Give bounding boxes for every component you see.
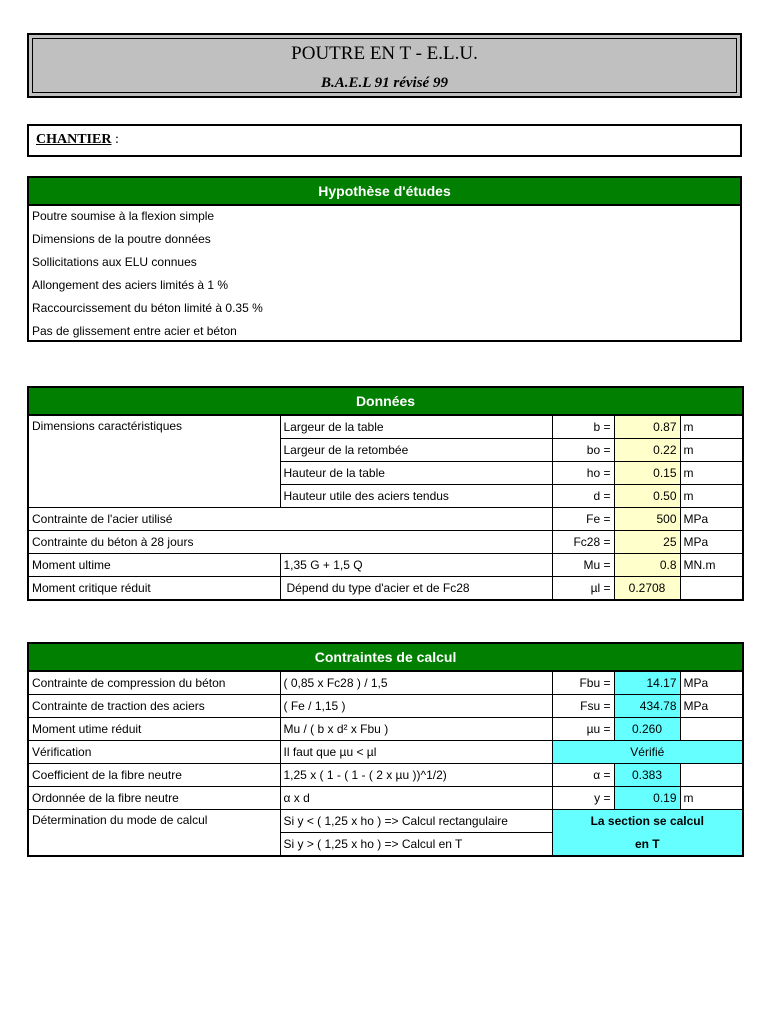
mode-result-line1: La section se calcul — [552, 810, 743, 833]
param-formula: Dépend du type d'acier et de Fc28 — [280, 577, 552, 601]
calc-symbol: α = — [552, 764, 614, 787]
contraintes-header: Contraintes de calcul — [28, 643, 743, 671]
title-inner-frame — [32, 38, 737, 93]
contraintes-table — [27, 642, 744, 857]
param-desc: Hauteur de la table — [280, 462, 552, 485]
param-symbol: d = — [552, 485, 614, 508]
calc-symbol: Fsu = — [552, 695, 614, 718]
calc-unit: m — [680, 787, 743, 810]
hypothesis-item: Sollicitations aux ELU connues — [32, 255, 197, 269]
result-fsu: 434.78 — [614, 695, 680, 718]
hypothesis-item: Raccourcissement du béton limité à 0.35 % — [32, 301, 263, 315]
calc-label: Ordonnée de la fibre neutre — [28, 787, 280, 810]
chantier-label: CHANTIER : — [36, 132, 119, 147]
calc-label: Détermination du mode de calcul — [28, 810, 280, 857]
result-y: 0.19 — [614, 787, 680, 810]
param-unit: m — [680, 462, 743, 485]
calc-symbol: Fbu = — [552, 671, 614, 695]
hypothesis-item: Pas de glissement entre acier et béton — [32, 324, 237, 338]
input-fe[interactable]: 500 — [614, 508, 680, 531]
param-label: Moment ultime — [28, 554, 280, 577]
calc-unit — [680, 718, 743, 741]
calc-unit: MPa — [680, 695, 743, 718]
hypothesis-item: Allongement des aciers limités à 1 % — [32, 278, 229, 292]
param-desc: Hauteur utile des aciers tendus — [280, 485, 552, 508]
input-bo[interactable]: 0.22 — [614, 439, 680, 462]
param-symbol: b = — [552, 415, 614, 439]
calc-formula: ( 0,85 x Fc28 ) / 1,5 — [280, 671, 552, 695]
param-symbol: Mu = — [552, 554, 614, 577]
input-ho[interactable]: 0.15 — [614, 462, 680, 485]
input-mu[interactable]: 0.8 — [614, 554, 680, 577]
calc-label: Moment utime réduit — [28, 718, 280, 741]
page-title: POUTRE EN T - E.L.U. — [291, 43, 478, 64]
hypotheses-section — [27, 176, 742, 342]
value-mucrit[interactable]: 0.2708 — [614, 577, 680, 601]
donnees-table — [27, 386, 744, 601]
calc-label: Contrainte de traction des aciers — [28, 695, 280, 718]
calc-label: Vérification — [28, 741, 280, 764]
calc-formula: α x d — [280, 787, 552, 810]
param-label: Contrainte du béton à 28 jours — [28, 531, 552, 554]
param-unit: m — [680, 415, 743, 439]
title-banner — [27, 33, 742, 98]
calc-formula: 1,25 x ( 1 - ( 1 - ( 2 x µu ))^1/2) — [280, 764, 552, 787]
param-unit: m — [680, 485, 743, 508]
hypotheses-header: Hypothèse d'études — [29, 178, 740, 206]
input-b[interactable]: 0.87 — [614, 415, 680, 439]
calc-unit: MPa — [680, 671, 743, 695]
page-subtitle: B.A.E.L 91 révisé 99 — [321, 75, 448, 91]
result-fbu: 14.17 — [614, 671, 680, 695]
param-unit: MN.m — [680, 554, 743, 577]
calc-symbol: µu = — [552, 718, 614, 741]
calc-formula: Mu / ( b x d² x Fbu ) — [280, 718, 552, 741]
param-formula: 1,35 G + 1,5 Q — [280, 554, 552, 577]
param-label: Moment critique réduit — [28, 577, 280, 601]
param-unit: m — [680, 439, 743, 462]
hypothesis-item: Dimensions de la poutre données — [32, 232, 211, 246]
calc-label: Contrainte de compression du béton — [28, 671, 280, 695]
param-symbol: Fe = — [552, 508, 614, 531]
param-symbol: ho = — [552, 462, 614, 485]
input-fc28[interactable]: 25 — [614, 531, 680, 554]
param-desc: Largeur de la table — [280, 415, 552, 439]
param-symbol: bo = — [552, 439, 614, 462]
param-label: Contrainte de l'acier utilisé — [28, 508, 552, 531]
calc-unit — [680, 764, 743, 787]
calc-label: Coefficient de la fibre neutre — [28, 764, 280, 787]
mode-result-line2: en T — [552, 833, 743, 857]
calc-symbol: y = — [552, 787, 614, 810]
dimensions-label: Dimensions caractéristiques — [28, 415, 280, 508]
hypothesis-item: Poutre soumise à la flexion simple — [32, 209, 215, 223]
param-unit — [680, 577, 743, 601]
param-symbol: Fc28 = — [552, 531, 614, 554]
param-symbol: µl = — [552, 577, 614, 601]
param-unit: MPa — [680, 531, 743, 554]
calc-formula: ( Fe / 1,15 ) — [280, 695, 552, 718]
calc-formula: Si y < ( 1,25 x ho ) => Calcul rectangulaire — [280, 810, 552, 833]
verification-result: Vérifié — [552, 741, 743, 764]
param-unit: MPa — [680, 508, 743, 531]
result-muu: 0.260 — [614, 718, 680, 741]
donnees-header: Données — [28, 387, 743, 415]
param-desc: Largeur de la retombée — [280, 439, 552, 462]
calc-formula: Il faut que µu < µl — [280, 741, 552, 764]
calc-formula: Si y > ( 1,25 x ho ) => Calcul en T — [280, 833, 552, 857]
result-alpha: 0.383 — [614, 764, 680, 787]
chantier-box[interactable] — [27, 124, 742, 157]
input-d[interactable]: 0.50 — [614, 485, 680, 508]
